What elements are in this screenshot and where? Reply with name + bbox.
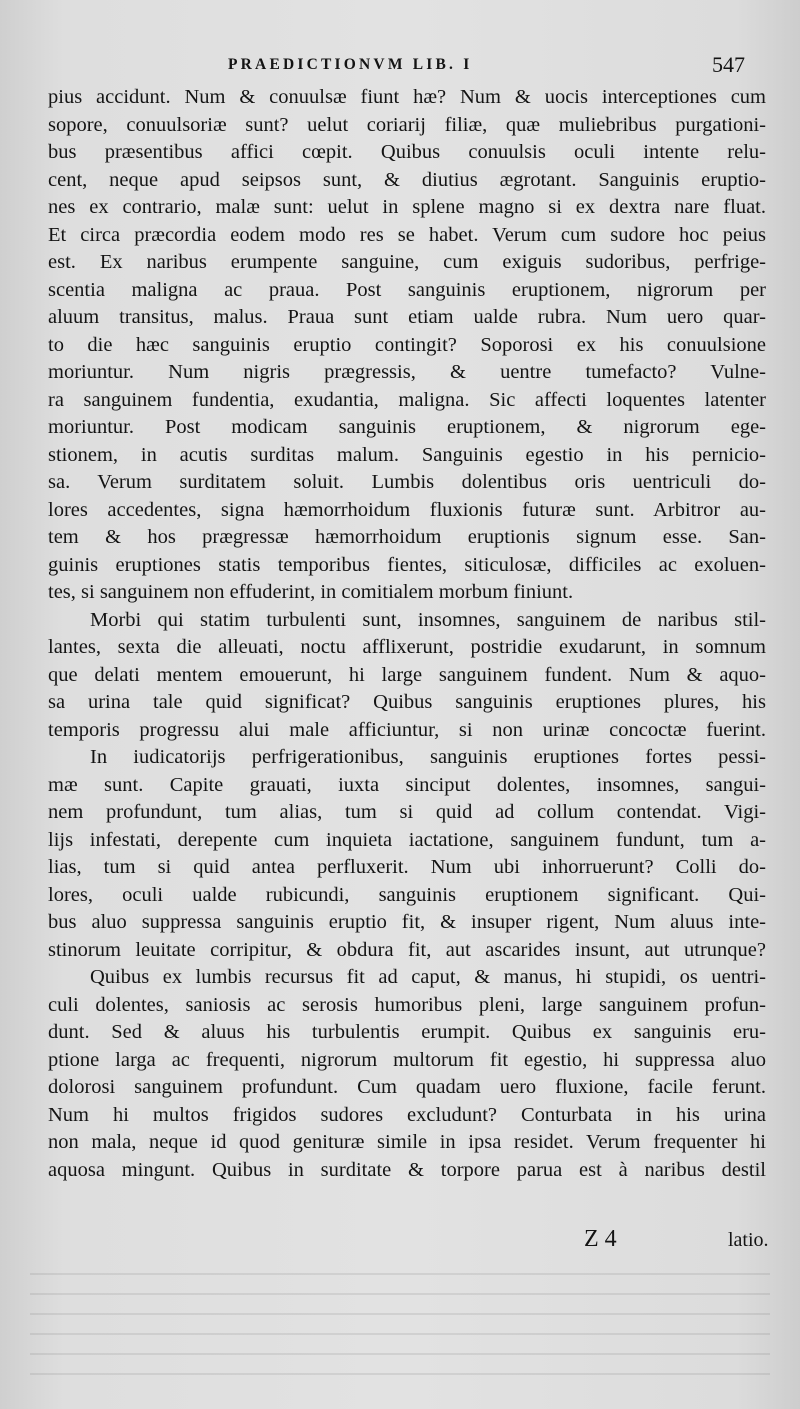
text-line: non mala, neque id quod genituræ simile in ipsa residet. Verum frequenter hi xyxy=(48,1131,766,1153)
text-line: aquosa mingunt. Quibus in surditate & torpore parua est à naribus destil xyxy=(48,1158,766,1181)
text-line: ptione larga ac frequenti, nigrorum multorum fit egestio, hi suppressa aluo xyxy=(48,1048,766,1071)
text-line: tem & hos prægressæ hæmorrhoidum eruptionis signum esse. San- xyxy=(48,526,766,548)
text-line: dunt. Sed & aluus his turbulentis erumpit. Quibus ex sanguinis eru- xyxy=(48,1021,766,1043)
text-line: Quibus ex lumbis recursus fit ad caput, & manus, hi stupidi, os uentri- xyxy=(90,966,766,988)
text-line: temporis progressu alui male afficiuntur, si non urinæ concoctæ fuerint. xyxy=(48,718,766,741)
text-line: tes, si sanguinem non effuderint, in comitialem morbum finiunt. xyxy=(48,581,574,603)
text-line: cent, neque apud seipsos sunt, & diutius ægrotant. Sanguinis eruptio- xyxy=(48,168,766,191)
text-line: pius accidunt. Num & conuulsæ fiunt hæ? Num & uocis interceptiones cum xyxy=(48,86,766,108)
text-line: stionem, in acutis surditas malum. Sanguinis egestio in his pernicio- xyxy=(48,443,766,466)
page-header xyxy=(0,50,800,80)
text-line: stinorum leuitate corripitur, & obdura fit, aut ascarides insunt, aut utrunque? xyxy=(48,938,766,961)
page-number: 547 xyxy=(712,52,745,77)
text-line: bus aluo suppressa sanguinis eruptio fit, & insuper rigent, Num aluus inte- xyxy=(48,911,766,933)
text-line: Morbi qui statim turbulenti sunt, insomnes, sanguinem de naribus stil- xyxy=(90,608,766,631)
text-line: nes ex contrario, malæ sunt: uelut in splene magno si ex dextra nare fluat. xyxy=(48,196,766,218)
text-line: Num hi multos frigidos sudores excludunt? Conturbata in his urina xyxy=(48,1103,766,1126)
text-line: ra sanguinem fundentia, exudantia, maligna. Sic affecti loquentes latenter xyxy=(48,388,766,411)
text-line: Et circa præcordia eodem modo res se habet. Verum cum sudore hoc peius xyxy=(48,223,766,246)
text-line: to die hæc sanguinis eruptio contingit? Soporosi ex his conuulsione xyxy=(48,333,766,356)
signature-mark: Z 4 xyxy=(584,1226,617,1252)
text-line: bus præsentibus affici cœpit. Quibus conuulsis oculi intente relu- xyxy=(48,141,766,163)
bleed-through-shadow xyxy=(30,1255,770,1375)
catchword: latio. xyxy=(728,1229,769,1251)
text-line: que delati mentem emouerunt, hi large sanguinem fundent. Num & aquo- xyxy=(48,663,766,686)
text-line: lias, tum si quid antea perfluxerit. Num ubi inhorruerunt? Colli do- xyxy=(48,856,766,878)
text-line: scentia maligna ac praua. Post sanguinis eruptionem, nigrorum per xyxy=(48,278,766,301)
running-head: PRAEDICTIONVM LIB. I xyxy=(228,56,473,73)
text-line: dolorosi sanguinem profundunt. Cum quadam uero fluxione, facile ferunt. xyxy=(48,1076,766,1098)
text-line: lijs infestati, derepente cum inquieta iactatione, sanguinem fundunt, tum a- xyxy=(48,828,766,851)
text-line: est. Ex naribus erumpente sanguine, cum exiguis sudoribus, perfrige- xyxy=(48,251,766,273)
text-line: moriuntur. Post modicam sanguinis eruptionem, & nigrorum ege- xyxy=(48,416,766,438)
text-line: sa. Verum surditatem soluit. Lumbis dolentibus oris uentriculi do- xyxy=(48,471,766,493)
text-line: sopore, conuulsoriæ sunt? uelut coriarij filiæ, quæ muliebribus purgationi- xyxy=(48,113,766,136)
text-line: nem profundunt, tum alias, tum si quid ad collum contendat. Vigi- xyxy=(48,801,766,823)
text-line: lores, oculi ualde rubicundi, sanguinis eruptionem significant. Qui- xyxy=(48,883,766,906)
text-line: culi dolentes, saniosis ac serosis humoribus pleni, large sanguinem profun- xyxy=(48,993,766,1016)
text-line: lores accedentes, signa hæmorrhoidum fluxionis futuræ sunt. Arbitror au- xyxy=(48,498,766,521)
text-line: aluum transitus, malus. Praua sunt etiam ualde rubra. Num uero quar- xyxy=(48,306,766,328)
text-line: guinis eruptiones statis temporibus fientes, siticulosæ, difficiles ac exoluen- xyxy=(48,553,766,576)
text-line: moriuntur. Num nigris prægressis, & uentre tumefacto? Vulne- xyxy=(48,361,766,383)
text-line: sa urina tale quid significat? Quibus sanguinis eruptiones plures, his xyxy=(48,691,766,713)
text-line: lantes, sexta die alleuati, noctu afflixerunt, postridie exudarunt, in somnum xyxy=(48,636,766,658)
body-text xyxy=(48,84,766,1184)
text-line: mæ sunt. Capite grauati, iuxta sinciput dolentes, insomnes, sangui- xyxy=(48,773,766,796)
text-line: In iudicatorijs perfrigerationibus, sanguinis eruptiones fortes pessi- xyxy=(90,746,766,768)
